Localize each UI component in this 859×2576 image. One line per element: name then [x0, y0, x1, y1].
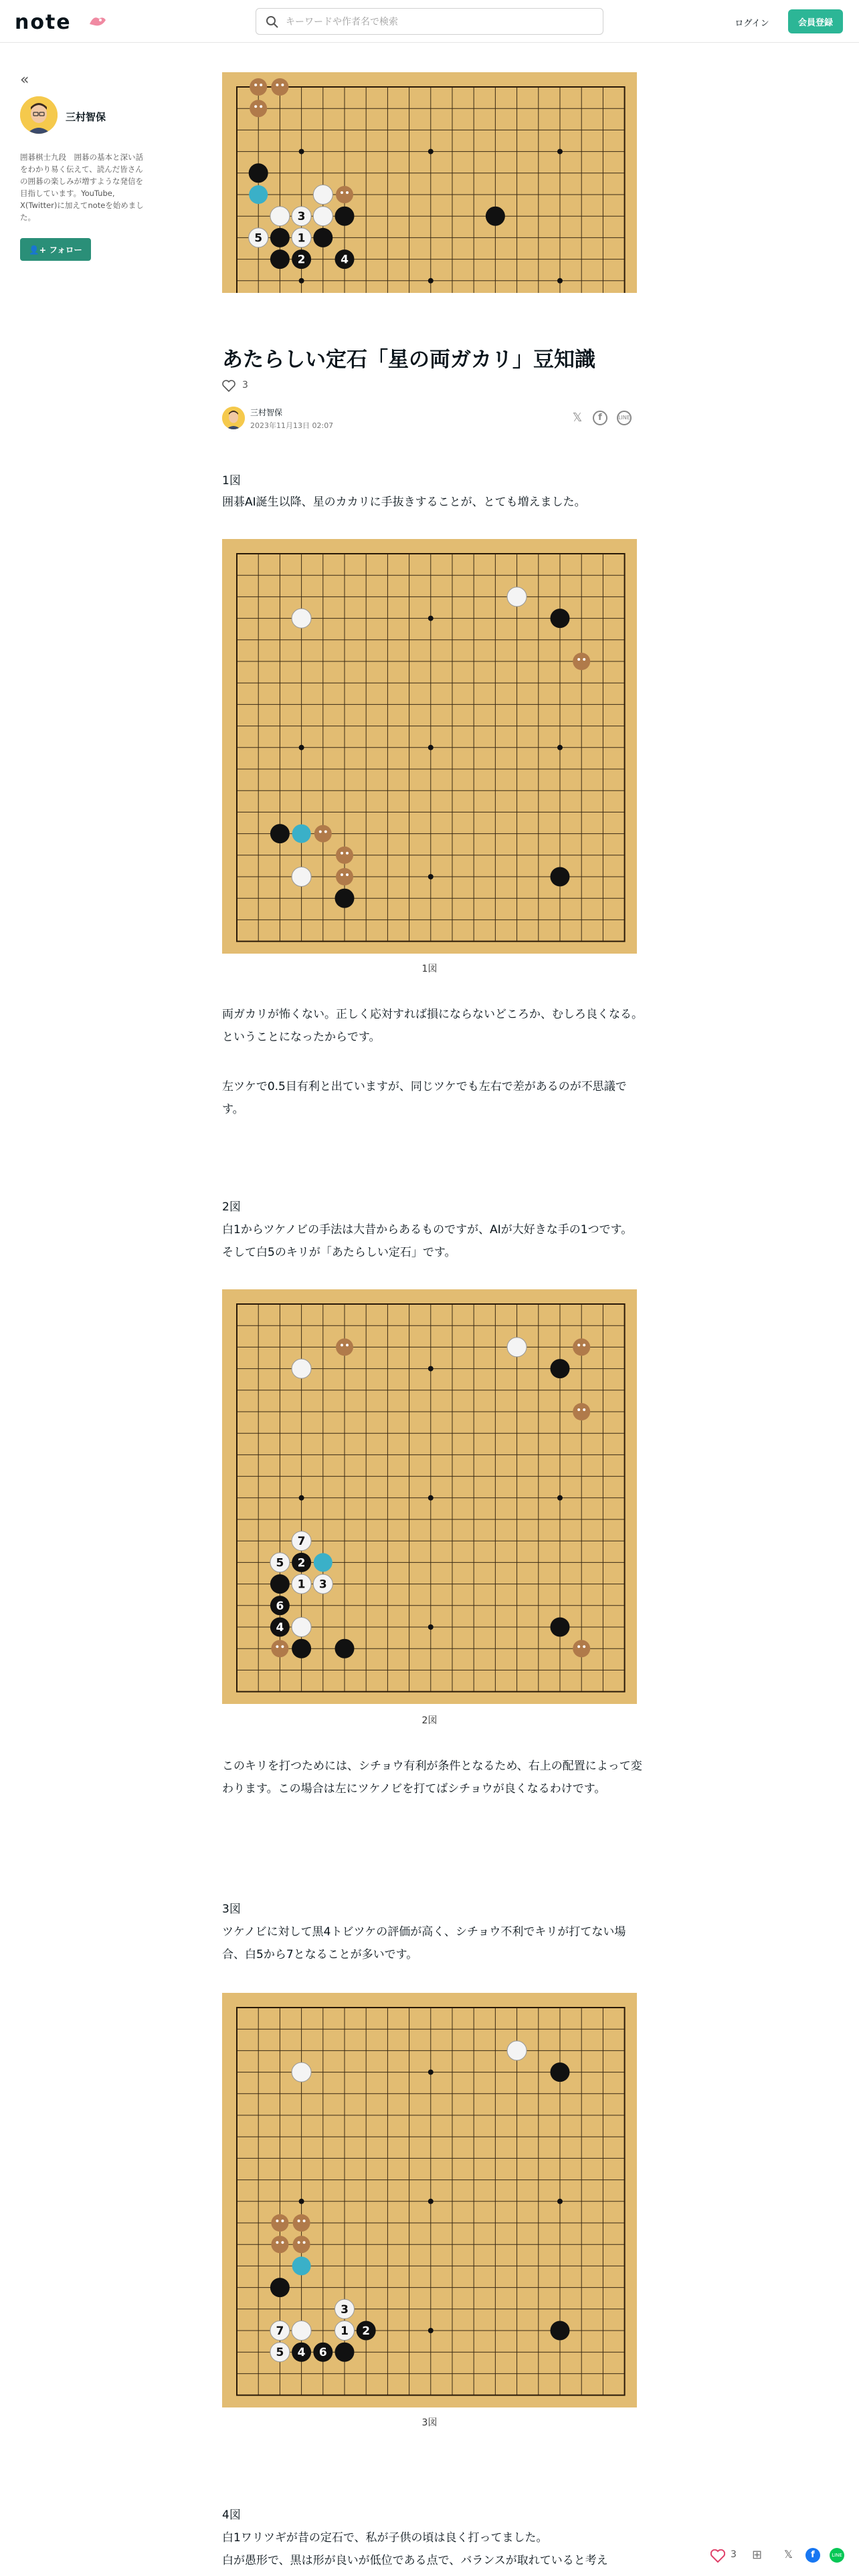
white-stone	[507, 587, 527, 607]
paragraph: 両ガカリが怖くない。正しく応対すれば損にならないどころか、むしろ良くなる。ということになったからです。	[222, 1008, 643, 1044]
fig3-caption: 3図	[421, 2418, 438, 2428]
top-go-board	[222, 72, 637, 293]
ai-best-marker	[249, 185, 268, 204]
publish-date: 2023年11月13日 02:07	[250, 421, 334, 430]
black-stone	[270, 1574, 290, 1594]
author-name[interactable]: 三村智保	[250, 408, 283, 417]
black-stone	[292, 1639, 311, 1658]
fig2-text: 白1からツケノビの手法は大昔からあるものですが、AIが大好きな手の1つです。そして白5のキリが「あたらしい定石」です。	[222, 1223, 633, 1259]
svg-text:7: 7	[297, 1535, 306, 1549]
svg-text:6: 6	[276, 1599, 284, 1613]
sidebar-author-name[interactable]: 三村智保	[66, 111, 106, 123]
floating-x-icon[interactable]: 𝕏	[784, 2548, 793, 2561]
fig3-text: ツケノビに対して黒4トビツケの評価が高く、シチョウ不利でキリが打てない場合、白5から7となることが多いです。	[222, 1925, 626, 1961]
ai-marker	[271, 2214, 288, 2232]
ai-marker	[293, 2236, 310, 2253]
white-stone	[292, 2062, 311, 2082]
ai-marker	[336, 868, 353, 885]
white-stone	[507, 1337, 527, 1357]
svg-text:1: 1	[297, 1578, 306, 1592]
magazine-icon[interactable]: ⊞	[752, 2548, 763, 2562]
go-board-diagram	[222, 539, 637, 954]
collapse-sidebar-icon[interactable]: «	[20, 72, 29, 88]
black-stone	[486, 207, 505, 226]
author-avatar[interactable]	[222, 407, 245, 429]
black-stone	[335, 2343, 355, 2362]
ai-marker	[250, 78, 267, 96]
search-input[interactable]	[286, 14, 593, 30]
fig2-go-board	[222, 1289, 637, 1704]
fig4-text: 白1ワリツギが昔の定石で、私が子供の頃は良く打ってました。	[222, 2531, 548, 2545]
add-user-icon: 👤+	[29, 245, 47, 255]
search-box[interactable]	[256, 8, 603, 35]
facebook-share-icon[interactable]: f	[593, 411, 607, 425]
black-stone	[270, 228, 290, 247]
paragraph: このキリを打つためには、シチョウ有利が条件となるため、右上の配置によって変わります。この場合は左にツケノビを打てばシチョウが良くなるわけです。	[222, 1759, 642, 1796]
black-stone	[249, 163, 268, 183]
white-stone	[507, 2041, 527, 2060]
svg-text:1: 1	[297, 231, 306, 245]
black-stone	[270, 2278, 290, 2297]
article-title: あたらしい定石「星の両ガカリ」豆知識	[222, 348, 595, 372]
floating-line-icon[interactable]: LINE	[830, 2548, 844, 2563]
floating-facebook-icon[interactable]: f	[805, 2548, 820, 2563]
white-stone	[270, 207, 290, 226]
white-stone	[292, 1618, 311, 1637]
svg-text:4: 4	[341, 253, 349, 267]
go-board-diagram	[222, 1993, 637, 2407]
black-stone	[551, 1359, 570, 1378]
fig1-go-board	[222, 539, 637, 954]
svg-text:3: 3	[297, 210, 306, 224]
floating-like-count: 3	[731, 2549, 737, 2560]
floating-heart-icon[interactable]	[710, 2549, 725, 2563]
svg-text:1: 1	[341, 2325, 349, 2338]
black-stone	[551, 2062, 570, 2082]
black-stone	[551, 609, 570, 628]
ai-marker	[271, 1640, 288, 1657]
ai-best-marker	[292, 825, 311, 843]
black-stone	[270, 824, 290, 843]
ai-marker	[336, 847, 353, 864]
fig1-caption: 1図	[421, 964, 438, 974]
go-board-diagram	[222, 72, 637, 293]
ai-marker	[573, 1338, 590, 1356]
fig1-text: 囲碁AI誕生以降、星のカカリに手抜きすることが、とても増えました。	[222, 496, 586, 509]
go-board-diagram	[222, 1289, 637, 1704]
black-stone	[313, 228, 332, 247]
white-stone	[313, 207, 332, 226]
white-stone	[292, 867, 311, 887]
black-stone	[551, 1618, 570, 1637]
white-stone	[292, 1359, 311, 1378]
ai-best-marker	[314, 1553, 332, 1572]
note-logo[interactable]: note	[15, 11, 72, 34]
svg-text:2: 2	[297, 1556, 306, 1570]
logo-decoration-icon	[88, 13, 107, 28]
fig4-text: 白が愚形で、黒は形が良いが低位である点で、バランスが取れていると考え	[222, 2554, 608, 2567]
follow-label: フォロー	[49, 245, 82, 255]
fig3-go-board	[222, 1993, 637, 2407]
ai-marker	[314, 825, 332, 843]
site-header	[0, 0, 859, 43]
sidebar-bio: 囲碁棋士九段 囲碁の基本と深い話をわかり易く伝えて、読んだ皆さんの囲碁の楽しみが増すような発信を目指しています。YouTube, X(Twitter)に加えてnoteを始めました。	[20, 152, 144, 222]
like-count: 3	[242, 380, 248, 391]
ai-marker	[293, 2214, 310, 2232]
svg-text:3: 3	[341, 2302, 349, 2317]
black-stone	[335, 207, 355, 226]
fig4-heading: 4図	[222, 2508, 241, 2522]
svg-text:3: 3	[318, 1578, 327, 1592]
ai-marker	[573, 653, 590, 670]
ai-marker	[271, 2236, 288, 2253]
svg-text:2: 2	[297, 253, 306, 267]
fig3-heading: 3図	[222, 1903, 241, 1916]
black-stone	[270, 249, 290, 269]
line-share-icon[interactable]: LINE	[617, 411, 632, 425]
white-stone	[313, 185, 332, 205]
svg-text:6: 6	[318, 2346, 327, 2360]
signup-button[interactable]: 会員登録	[788, 9, 843, 33]
avatar[interactable]	[20, 96, 58, 134]
black-stone	[335, 889, 355, 908]
ai-marker	[336, 186, 353, 203]
black-stone	[551, 2321, 570, 2341]
ai-best-marker	[292, 2256, 311, 2275]
white-stone	[292, 2321, 311, 2341]
svg-text:4: 4	[276, 1621, 284, 1634]
svg-text:5: 5	[276, 2346, 284, 2360]
paragraph: 左ツケで0.5目有利と出ていますが、同じツケでも左右で差があるのが不思議です。	[222, 1080, 627, 1116]
x-share-icon[interactable]: 𝕏	[572, 411, 583, 425]
svg-text:5: 5	[276, 1556, 284, 1570]
ai-marker	[271, 78, 288, 96]
heart-icon[interactable]	[222, 380, 235, 392]
fig2-caption: 2図	[421, 1715, 438, 1726]
ai-marker	[336, 1338, 353, 1356]
fig1-heading: 1図	[222, 474, 241, 488]
black-stone	[335, 1639, 355, 1658]
black-stone	[551, 867, 570, 887]
svg-text:5: 5	[254, 231, 263, 245]
fig2-heading: 2図	[222, 1200, 241, 1214]
ai-marker	[250, 100, 267, 117]
svg-text:2: 2	[362, 2325, 371, 2338]
svg-text:7: 7	[276, 2325, 284, 2338]
svg-text:4: 4	[297, 2346, 306, 2360]
ai-marker	[573, 1640, 590, 1657]
ai-marker	[573, 1403, 590, 1420]
follow-button[interactable]	[20, 238, 91, 261]
search-icon	[266, 15, 279, 29]
white-stone	[292, 609, 311, 628]
login-button[interactable]: ログイン	[724, 12, 780, 32]
